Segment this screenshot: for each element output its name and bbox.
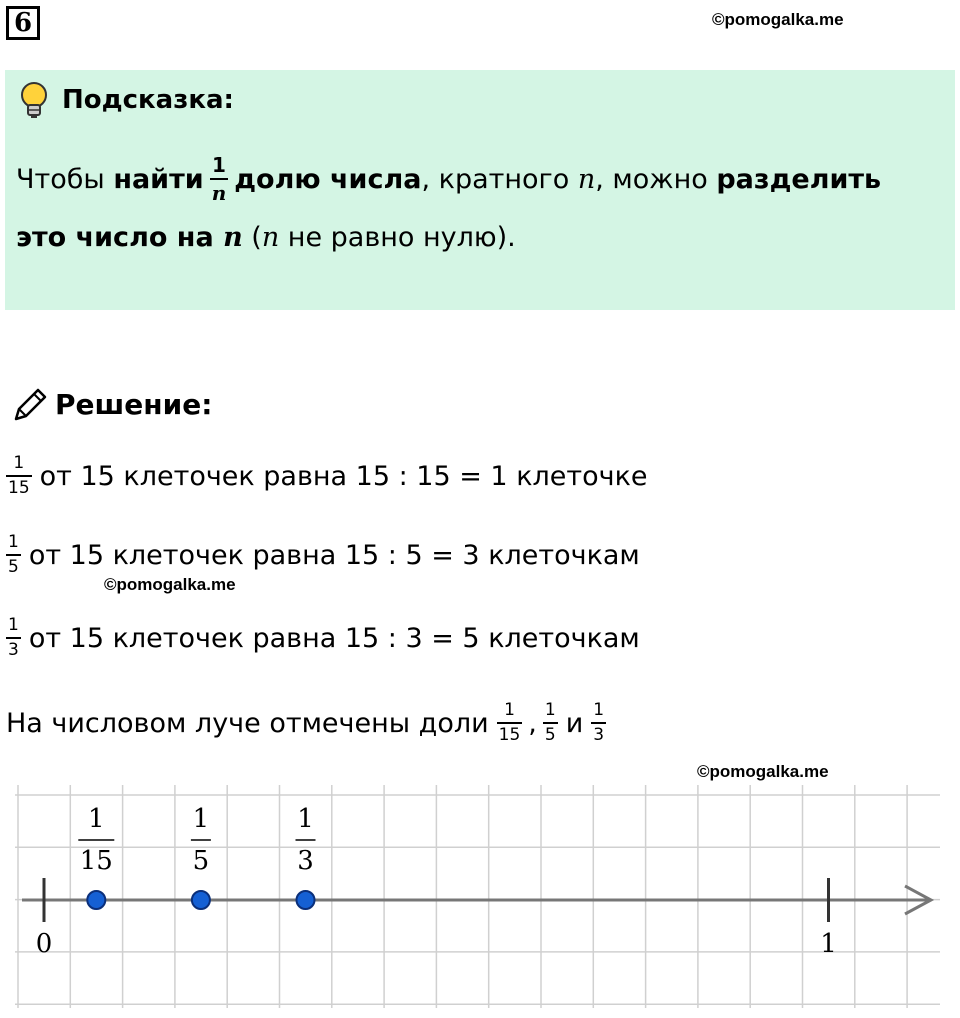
variable-n: n [261, 222, 280, 253]
label-one: 1 [820, 929, 837, 959]
task-number: 6 [6, 6, 40, 40]
watermark-top: ©pomogalka.me [712, 10, 844, 29]
pencil-icon [10, 385, 50, 425]
grid [15, 785, 940, 1008]
hint-text: , можно [595, 163, 717, 195]
fraction-numerator: 1 [13, 453, 25, 473]
variable-n: n [577, 163, 596, 195]
hint-title: Подсказка: [62, 85, 234, 115]
summary-fraction [543, 702, 558, 744]
watermark-bottom: ©pomogalka.me [697, 762, 829, 781]
fraction-numerator: 1 [8, 615, 19, 635]
number-line [0, 780, 960, 1010]
hint-fraction [210, 155, 229, 203]
fraction-denominator: 3 [6, 637, 21, 659]
summary-fraction [497, 702, 523, 744]
fraction-denominator: 3 [591, 722, 606, 744]
point-marker [192, 891, 210, 909]
hint-text: ( [242, 222, 262, 253]
summary-fraction [591, 702, 606, 744]
number-line-point [191, 804, 211, 909]
summary-text: На числовом луче отмечены доли [6, 707, 489, 739]
point-label-numerator: 1 [88, 804, 105, 834]
watermark-middle: ©pomogalka.me [104, 575, 236, 594]
fraction-denominator: 15 [497, 722, 523, 744]
row-text: от 15 клеточек равна 15 : 5 = 3 клеточкам [28, 539, 640, 571]
hint-bold: это число на [16, 222, 224, 253]
hint-text: Чтобы [16, 163, 114, 195]
fraction-numerator: 1 [8, 532, 19, 552]
hint-text: , кратного [421, 163, 578, 195]
row-fraction [6, 455, 32, 497]
label-zero: 0 [35, 929, 53, 959]
solution-row [4, 455, 647, 497]
fraction-numerator: 1 [504, 700, 515, 720]
point-label-numerator: 1 [192, 804, 210, 834]
solution-row [4, 534, 640, 576]
summary-separator: , [528, 707, 537, 739]
point-label-denominator: 15 [79, 846, 113, 876]
fraction-denominator: 15 [6, 475, 32, 497]
fraction-denominator: n [210, 178, 229, 203]
row-fraction [6, 534, 21, 576]
solution-row [4, 617, 640, 659]
fraction-denominator: 5 [6, 554, 21, 576]
row-text: от 15 клеточек равна 15 : 15 = 1 клеточке [39, 460, 648, 492]
solution-title: Решение: [55, 388, 213, 421]
fraction-numerator: 1 [593, 700, 605, 720]
hint-bold: найти [113, 163, 204, 195]
row-fraction [6, 617, 21, 659]
point-marker [87, 891, 105, 909]
row-text: от 15 клеточек равна 15 : 3 = 5 клеточкам [28, 622, 640, 654]
hint-bold: разделить [716, 163, 882, 195]
fraction-numerator: 1 [212, 153, 226, 177]
fraction-denominator: 5 [543, 722, 558, 744]
hint-bold: долю числа [234, 163, 422, 195]
hint-line-2 [16, 222, 516, 253]
summary-line [6, 702, 608, 744]
point-marker [297, 891, 315, 909]
point-label-denominator: 3 [297, 846, 314, 876]
point-label-numerator: 1 [297, 804, 314, 834]
number-line-point [78, 804, 114, 909]
summary-and: и [565, 707, 584, 739]
number-line-point [296, 804, 316, 909]
lightbulb-icon [16, 80, 52, 120]
hint-text: не равно нулю). [279, 222, 516, 253]
point-label-denominator: 5 [192, 846, 210, 876]
hint-line-1 [16, 155, 881, 203]
variable-n: n [223, 222, 243, 253]
fraction-numerator: 1 [544, 700, 556, 720]
